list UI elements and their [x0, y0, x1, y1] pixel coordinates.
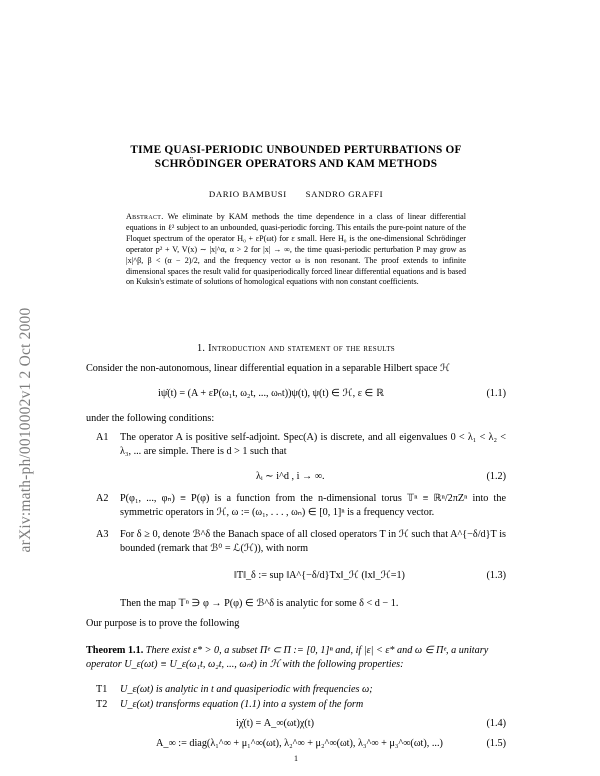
paper-title	[86, 143, 506, 171]
authors	[86, 189, 506, 199]
author-2: SANDRO GRAFFI	[305, 189, 384, 199]
property-t1	[96, 683, 506, 698]
condition-a2-label: A2	[96, 493, 109, 504]
arxiv-identifier: arXiv:math-ph/0010002v1 2 Oct 2000	[17, 307, 34, 553]
condition-a1	[96, 431, 506, 461]
purpose-sentence: Our purpose is to prove the following	[86, 618, 240, 629]
equation-1-3	[86, 570, 506, 584]
author-1: DARIO BAMBUSI	[208, 189, 287, 199]
condition-a2	[96, 492, 506, 522]
condition-a3-label: A3	[96, 529, 109, 540]
abstract-text: We eliminate by KAM methods the time dependence in a class of linear differential equations in ℓ² subject to an unbounded, quasi-periodic forcing. This entails the pure-point nature of the Floquet spectrum of the operator H₀ + εP(ωt) for ε small. Here H₀ is the one-dimensional Schrödinger operator p² + V, V(x) ∼ |x|^α, α > 2 for |x| → ∞, the time quasi-periodic perturbation P may grow as |x|^β, β < (α − 2)/2, and the frequency vector ω is non resonant. The proof extends to infinite dimensional spaces the result valid for quasiperiodically forced linear differential equations and is based on Kuksin's estimate of solutions of homological equations with non constant coefficients.	[126, 212, 466, 287]
condition-a3	[96, 528, 506, 558]
condition-a1-label: A1	[96, 432, 109, 443]
equation-1-3-number: (1.3)	[486, 570, 506, 581]
equation-1-2	[86, 471, 506, 485]
section-heading: 1. Introduction and statement of the results	[196, 343, 396, 354]
condition-a3-conclusion: Then the map 𝕋ⁿ ∋ φ → P(φ) ∈ ℬ^δ is analytic for some δ < d − 1.	[120, 598, 399, 609]
page-number: 1	[294, 754, 298, 763]
equation-1-1-body: iψ̇(t) = (A + εP(ω₁t, ω₂t, ..., ωₙt))ψ(t), ψ(t) ∈ ℋ, ε ∈ ℝ	[158, 388, 385, 399]
property-t2-text: U_ε(ωt) transforms equation (1.1) into a system of the form	[120, 699, 364, 710]
equation-1-1	[86, 388, 506, 402]
theorem-text: There exist ε* > 0, a subset Πᵉ ⊂ Π := [0, 1]ⁿ and, if |ε| < ε* and ω ∈ Πᵉ, a unitary operator U_ε(ωt) ≡ U_ε(ω₁t, ω₂t, ..., ωₙt) in ℋ with the following properties:	[86, 645, 489, 670]
property-t2	[96, 698, 506, 713]
equation-1-2-body: λᵢ ∼ i^d , i → ∞.	[256, 471, 325, 482]
property-t1-label: T1	[96, 684, 108, 695]
property-t2-label: T2	[96, 699, 108, 710]
equation-1-2-number: (1.2)	[486, 471, 506, 482]
equation-1-4-number: (1.4)	[486, 718, 506, 729]
equation-1-3-body: ‖T‖_δ := sup ‖A^{−δ/d}Tx‖_ℋ (‖x‖_ℋ=1)	[234, 570, 405, 581]
conditions-intro: under the following conditions:	[86, 413, 215, 424]
equation-1-1-number: (1.1)	[486, 388, 506, 399]
property-t1-text: U_ε(ωt) is analytic in t and quasiperiodic with frequencies ω;	[120, 684, 373, 695]
condition-a2-text: P(φ₁, ..., φₙ) ≡ P(φ) is a function from the n-dimensional torus 𝕋ⁿ ≡ ℝⁿ/2πZⁿ into the symmetric operators in ℋ, ω := (ω₁, . . . , ωₙ) ∈ [0, 1]ⁿ is a frequency vector.	[120, 493, 506, 519]
intro-paragraph: Consider the non-autonomous, linear differential equation in a separable Hilbert space ℋ	[86, 363, 451, 374]
equation-1-4	[86, 718, 506, 732]
title-line-1: TIME QUASI-PERIODIC UNBOUNDED PERTURBATIONS OF	[130, 144, 462, 156]
title-line-2: SCHRÖDINGER OPERATORS AND KAM METHODS	[154, 158, 438, 170]
equation-1-5-body: A_∞ := diag(λ₁^∞ + μ₁^∞(ωt), λ₂^∞ + μ₂^∞(ωt), λ₃^∞ + μ₃^∞(ωt), ...)	[156, 738, 443, 749]
abstract	[126, 212, 466, 288]
theorem-1-1	[86, 644, 506, 672]
abstract-label: Abstract.	[126, 212, 164, 221]
equation-1-4-body: iχ̇(t) = A_∞(ωt)χ(t)	[236, 718, 314, 729]
condition-a1-text: The operator A is positive self-adjoint. Spec(A) is discrete, and all eigenvalues 0 < λ₁ < λ₂ < λ₃, ... are simple. There is d > 1 such that	[120, 432, 506, 458]
equation-1-5-number: (1.5)	[486, 738, 506, 749]
condition-a3-text: For δ ≥ 0, denote ℬ^δ the Banach space of all closed operators T in ℋ such that A^{−δ/d}T is bounded (remark that ℬ⁰ = ℒ(ℋ)), with norm	[120, 529, 506, 555]
equation-1-5	[86, 738, 506, 752]
theorem-label: Theorem 1.1.	[86, 645, 144, 656]
